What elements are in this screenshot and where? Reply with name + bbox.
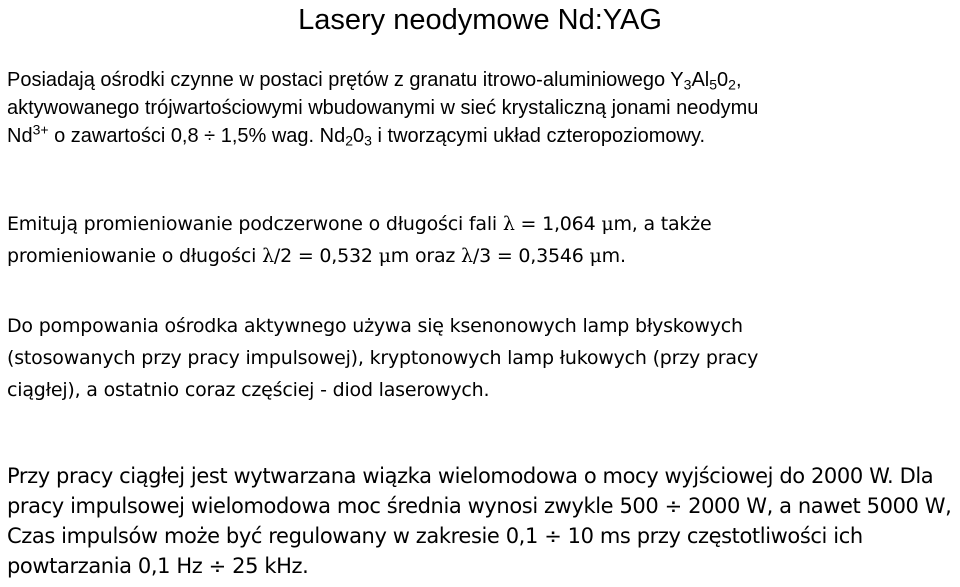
division-symbol: ÷ — [664, 494, 682, 518]
division-symbol: ÷ — [204, 125, 216, 147]
text-run: m, a także — [613, 213, 712, 235]
text-run: m. — [601, 245, 626, 267]
subscript: 3 — [364, 132, 372, 149]
text-run: Nd — [7, 125, 33, 147]
text-run: Emitują promieniowanie podczerwone o długości fali — [7, 213, 503, 235]
slide-title: Lasery neodymowe Nd:YAG — [298, 4, 662, 36]
paragraph-line — [7, 491, 951, 521]
paragraph-line: aktywowanego trójwartościowymi wbudowanymi w sieć krystaliczną jonami neodymu — [7, 97, 759, 119]
text-run: i tworzącymi układ czteropoziomowy. — [371, 125, 706, 147]
text-run: Posiadają ośrodki czynne w postaci prętów z granatu itrowo-aluminiowego Y — [7, 69, 684, 91]
lambda-symbol: λ — [461, 245, 473, 267]
text-run: Al — [691, 69, 710, 91]
text-run: 10 ms przy częstotliwości ich — [561, 524, 863, 548]
text-run: 25 kHz. — [225, 554, 309, 578]
text-run: , — [735, 69, 742, 91]
mu-symbol: μ — [378, 245, 391, 267]
paragraph-line: Przy pracy ciągłej jest wytwarzana wiązka wielomodowa o mocy wyjściowej do 2000 W. Dla — [7, 464, 934, 488]
mu-symbol: μ — [601, 213, 614, 235]
text-run: /3 = 0,3546 — [472, 245, 590, 267]
text-run: 0 — [353, 125, 365, 147]
superscript: 3+ — [32, 121, 49, 138]
text-run: 0 — [717, 69, 729, 91]
lambda-symbol: λ — [262, 245, 274, 267]
paragraph-emission-wavelengths — [7, 208, 712, 272]
paragraph-line — [7, 551, 951, 581]
paragraph-line: Do pompowania ośrodka aktywnego używa się ksenonowych lamp błyskowych — [7, 315, 743, 337]
paragraph-pumping — [7, 310, 758, 406]
text-run: o zawartości 0,8 — [48, 125, 205, 147]
paragraph-line: (stosowanych przy pracy impulsowej), kryptonowych lamp łukowych (przy pracy — [7, 347, 759, 369]
mu-symbol: μ — [589, 245, 602, 267]
paragraph-line — [7, 122, 758, 150]
paragraph-line — [7, 208, 712, 240]
text-run: promieniowanie o długości — [7, 245, 263, 267]
subscript: 5 — [709, 76, 718, 93]
text-run: m oraz — [390, 245, 462, 267]
paragraph-line — [7, 521, 951, 551]
paragraph-line — [7, 240, 712, 272]
subscript: 2 — [728, 76, 736, 93]
text-run: pracy impulsowej wielomodowa moc średnia wynosi zwykle 500 — [7, 494, 665, 518]
division-symbol: ÷ — [544, 524, 562, 548]
subscript: 2 — [345, 132, 354, 149]
text-run: Czas impulsów może być regulowany w zakresie 0,1 — [7, 524, 545, 548]
paragraph-crystal-composition — [7, 66, 758, 150]
division-symbol: ÷ — [208, 554, 226, 578]
text-run: 2000 W, a nawet 5000 W, — [681, 494, 952, 518]
paragraph-line: ciągłej), a ostatnio coraz częściej - diod laserowych. — [7, 379, 490, 401]
text-run: = 1,064 — [514, 213, 602, 235]
subscript: 3 — [683, 76, 692, 93]
text-run: /2 = 0,532 — [273, 245, 379, 267]
paragraph-operating-modes — [7, 461, 951, 581]
lambda-symbol: λ — [502, 213, 515, 235]
text-run: powtarzania 0,1 Hz — [7, 554, 209, 578]
text-run: 1,5% wag. Nd — [215, 125, 346, 147]
paragraph-line — [7, 66, 758, 94]
